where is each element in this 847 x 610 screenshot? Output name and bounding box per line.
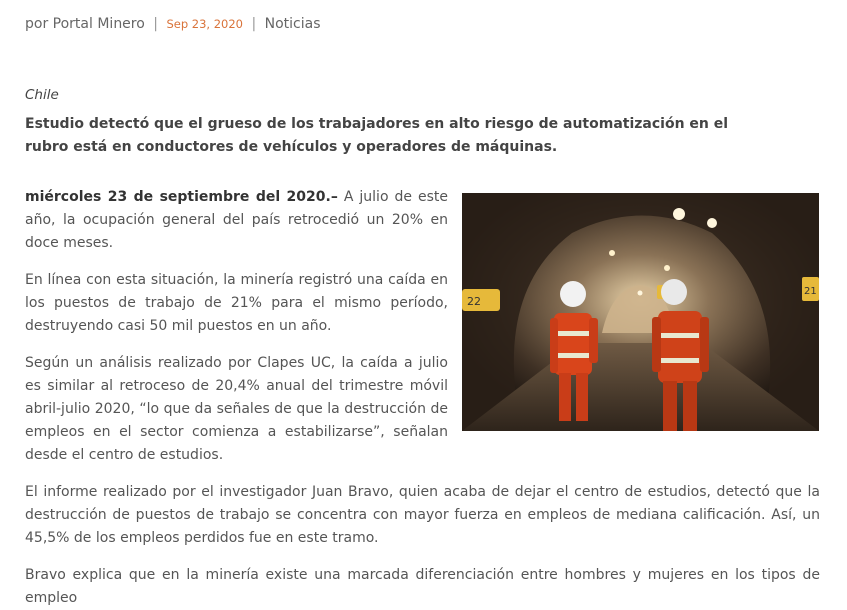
mine-tunnel-photo	[462, 193, 819, 431]
author-link[interactable]: Portal Minero	[52, 16, 145, 32]
paragraph: El informe realizado por el investigador Juan Bravo, quien acaba de dejar el centro de estudios, detectó que la destrucción de puestos de trabajo se concentra con mayor fuerza en empleos de mediana calificación. Así, un 45,5% de los empleos perdidos fue en este tramo.	[25, 484, 820, 546]
publish-date: Sep 23, 2020	[166, 17, 243, 31]
article-column	[25, 186, 448, 481]
meta-separator: |	[251, 16, 257, 32]
tunnel-sign: 22	[467, 295, 481, 308]
meta-prefix: por	[25, 16, 49, 32]
paragraph-text: A julio de este año, la ocupación general del país retrocedió un 20% en doce meses.	[25, 189, 449, 251]
article-kicker: Chile	[25, 87, 59, 103]
article-meta	[25, 16, 321, 32]
photo-illustration	[462, 193, 819, 431]
tunnel-sign: 21	[804, 286, 817, 297]
dateline: miércoles 23 de septiembre del 2020.–	[25, 189, 338, 205]
article-lead: Estudio detectó que el grueso de los trabajadores en alto riesgo de automatización en el rubro está en conductores de vehículos y operadores de máquinas.	[25, 116, 729, 155]
category-link[interactable]: Noticias	[264, 16, 321, 32]
paragraph	[25, 186, 448, 255]
paragraph: En línea con esta situación, la minería registró una caída en los puestos de trabajo de 21% para el mismo período, destruyendo casi 50 mil puestos en un año.	[25, 272, 448, 334]
meta-separator: |	[153, 16, 158, 32]
paragraph: Bravo explica que en la minería existe una marcada diferenciación entre hombres y mujeres en los tipos de empleo	[25, 567, 820, 606]
article-title-partial	[25, 0, 345, 8]
paragraph: Según un análisis realizado por Clapes UC, la caída a julio es similar al retroceso de 20,4% anual del trimestre móvil abril-julio 2020, “lo que da señales de que la destrucción de empleos en el sector comienza a estabilizarse”, señalan desde el centro de estudios.	[25, 355, 448, 463]
